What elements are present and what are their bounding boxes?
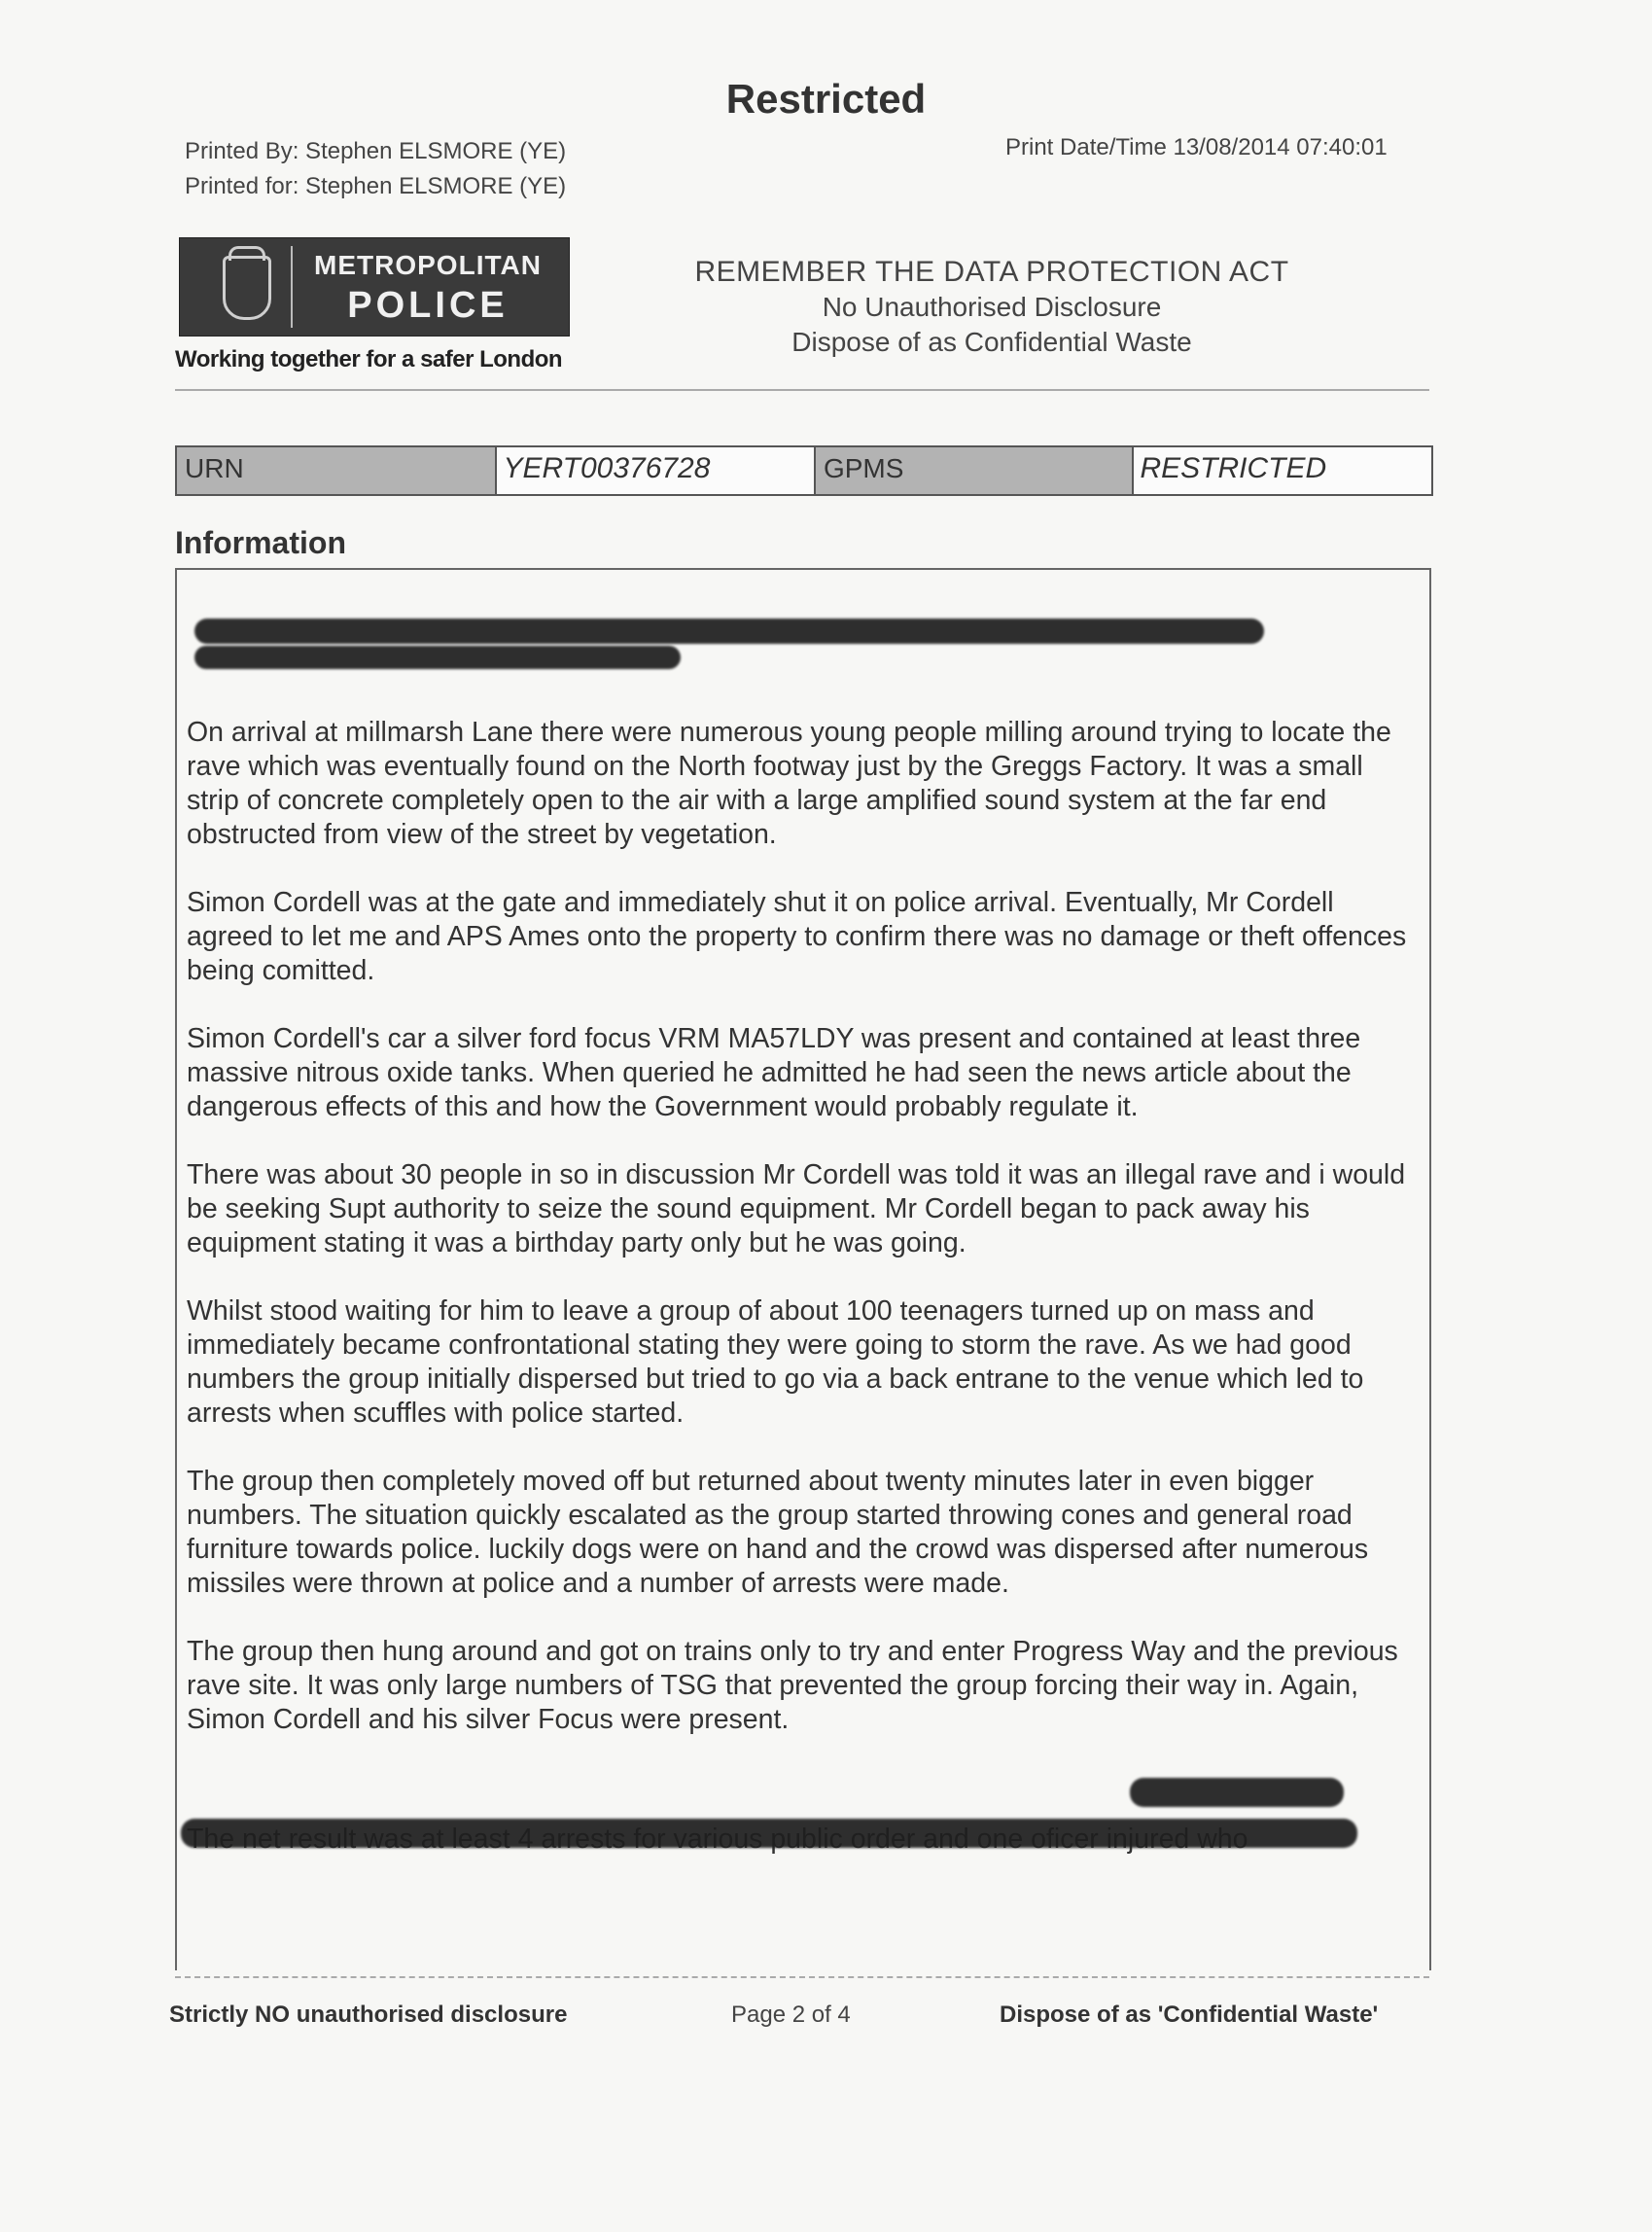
redaction-bar: [181, 1819, 1357, 1848]
header-divider: [175, 389, 1429, 391]
notice-line-1: REMEMBER THE DATA PROTECTION ACT: [694, 256, 1289, 288]
logo-tagline: Working together for a safer London: [175, 346, 563, 372]
notice-line-3: Dispose of as Confidential Waste: [791, 327, 1192, 357]
information-box: [175, 568, 1431, 1970]
logo-banner: [179, 237, 570, 337]
data-protection-notice: [681, 255, 1303, 360]
paragraph: There was about 30 people in so in discussion Mr Cordell was told it was an illegal rave and i would be seeking Supt authority to seize the sound equipment. Mr Cordell began to pack away his equipment stating it was a birthday party only but he was going.: [187, 1159, 1406, 1258]
paragraph: Simon Cordell was at the gate and immediately shut it on police arrival. Eventually, Mr Cordell agreed to let me and APS Ames onto the property to confirm there was no damage or theft offences being comitted.: [187, 887, 1407, 986]
notice-line-2: No Unauthorised Disclosure: [822, 292, 1162, 322]
footer-disclosure-note: Strictly NO unauthorised disclosure: [169, 2002, 568, 2028]
metropolitan-police-logo: [175, 237, 574, 383]
paragraph: The group then completely moved off but returned about twenty minutes later in even bigger numbers. The situation quickly escalated as the group started throwing cones and general road furniture towards police. luckily dogs were on hand and the crowd was dispersed after numerous missiles were thrown at police and a number of arrests were made.: [187, 1466, 1369, 1599]
gpms-label: GPMS: [814, 447, 1133, 494]
logo-line-1: METROPOLITAN: [314, 250, 542, 280]
urn-label: URN: [177, 447, 495, 494]
paragraph: On arrival at millmarsh Lane there were numerous young people milling around trying to locate the rave which was eventually found on the North footway just by the Greggs Factory. It was a small strip of concrete completely open to the air with a large amplified sound system at the far end obstructed from view of the street by vegetation.: [187, 717, 1391, 850]
printed-for-line: Printed for: Stephen ELSMORE (YE): [185, 173, 567, 199]
information-text: [187, 716, 1422, 1891]
redaction-bar: [1130, 1778, 1344, 1807]
urn-value: YERT00376728: [495, 447, 813, 494]
redaction-bar: [194, 646, 681, 669]
paragraph: The group then hung around and got on trains only to try and enter Progress Way and the previous rave site. It was only large numbers of TSG that prevented the group forcing their way in. Again, Simon Cordell and his silver Focus were present.: [187, 1636, 1398, 1735]
printed-info: [185, 134, 566, 204]
logo-line-2: POLICE: [347, 285, 509, 326]
gpms-value: RESTRICTED: [1132, 447, 1431, 494]
print-datetime: Print Date/Time 13/08/2014 07:40:01: [1005, 134, 1388, 160]
footer-disposal-note: Dispose of as 'Confidential Waste': [1000, 2002, 1379, 2028]
classification-title: Restricted: [725, 76, 927, 122]
page-number: Page 2 of 4: [731, 2002, 851, 2028]
paragraph: Simon Cordell's car a silver ford focus VRM MA57LDY was present and contained at least three massive nitrous oxide tanks. When queried he admitted he had seen the news article about the dangerous effects of this and how the Government would probably regulate it.: [187, 1023, 1361, 1122]
crest-icon: [193, 246, 293, 328]
paragraph: Whilst stood waiting for him to leave a group of about 100 teenagers turned up on mass and immediately became confrontational stating they were going to storm the rave. As we had good numbers the group initially dispersed but tried to go via a back entrane to the venue which led to arrests when scuffles with police started.: [187, 1295, 1364, 1429]
information-heading: Information: [175, 525, 346, 560]
record-id-row: [175, 445, 1433, 496]
footer-divider: [175, 1976, 1429, 1978]
redaction-bar: [194, 619, 1264, 644]
printed-by-line: Printed By: Stephen ELSMORE (YE): [185, 138, 567, 164]
